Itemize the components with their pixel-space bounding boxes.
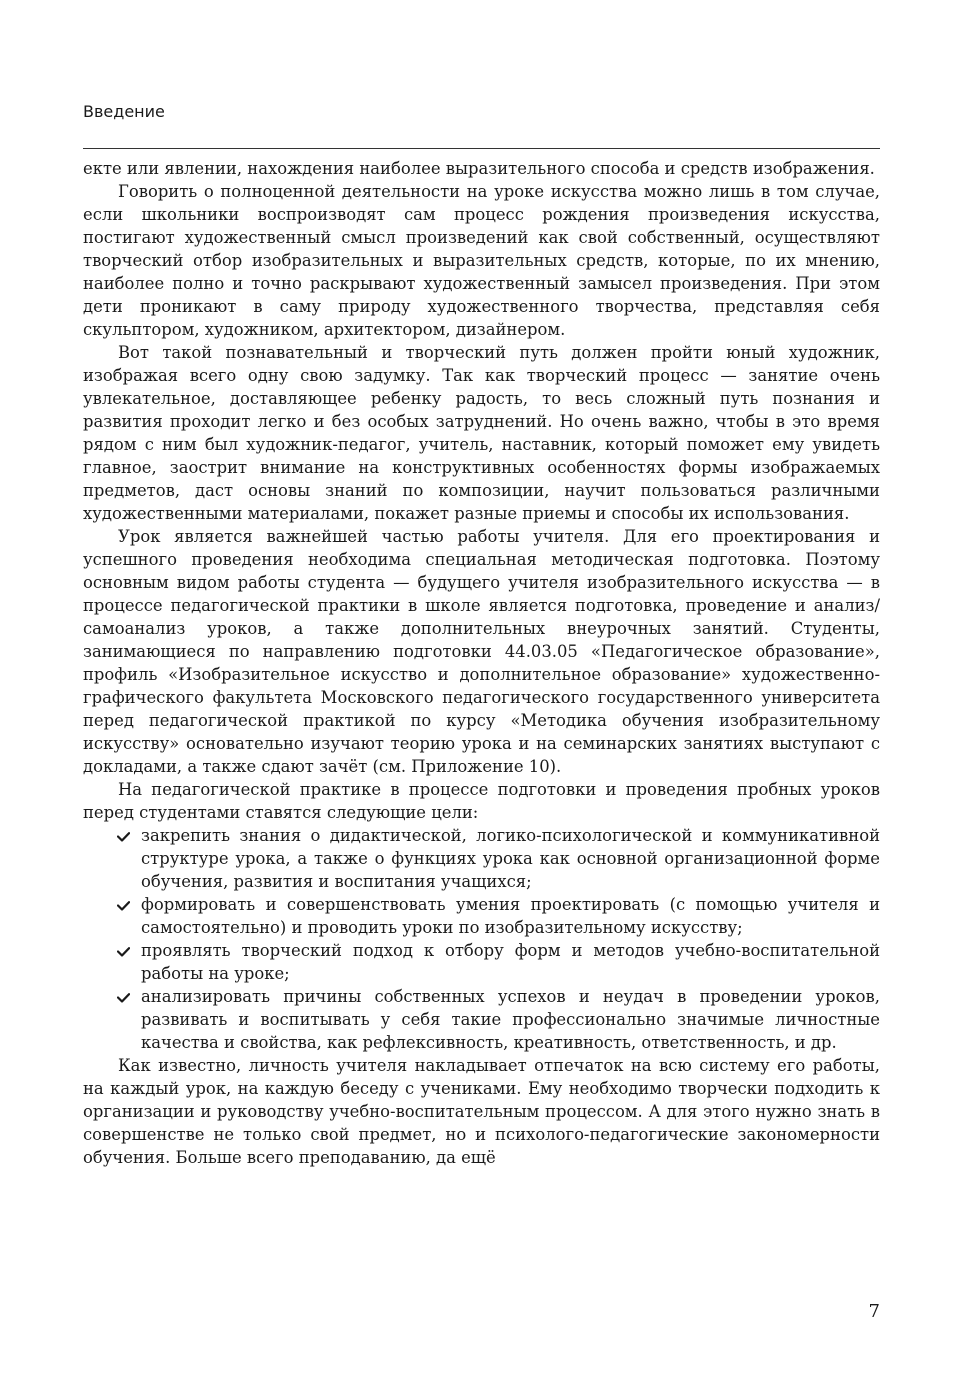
goals-list xyxy=(83,824,880,1054)
goal-item-text: закрепить знания о дидактической, логико-психологической и коммуникативной структуре урока, а также о функциях урока как основной организационной форме обучения, развития и воспитания учащихся; xyxy=(141,826,880,891)
page-body xyxy=(83,157,880,1169)
paragraph: Вот такой познавательный и творческий путь должен пройти юный художник, изображая всего одну свою задумку. Так как творческий процесс — занятие очень увлекательное, доставляющее ребенку радость, то весь сложный путь познания и развития проходит легко и без особых затруднений. Но очень важно, чтобы в это время рядом с ним был художник-педагог, учитель, наставник, который поможет ему увидеть главное, заострит внимание на конструктивных особенностях формы изображаемых предметов, даст основы знаний по композиции, научит пользоваться различными художественными материалами, покажет разные приемы и способы их использования. xyxy=(83,343,880,523)
paragraph: Говорить о полноценной деятельности на уроке искусства можно лишь в том случае, если школьники воспроизводят сам процесс рождения произведения искусства, постигают художественный смысл произведений как свой собственный, осуществляют творческий отбор изобразительных и выразительных средств, которые, по их мнению, наиболее полно и точно раскрывают художественный замысел произведения. При этом дети проникают в саму природу художественного творчества, представляя себя скульптором, художником, архитектором, дизайнером. xyxy=(83,182,880,339)
goal-item xyxy=(141,985,880,1054)
goal-item xyxy=(141,939,880,985)
checkmark-icon xyxy=(116,893,132,916)
paragraph-continuation: екте или явлении, нахождения наиболее выразительного способа и средств изображения. xyxy=(83,159,875,178)
goal-item-text: формировать и совершенствовать умения проектировать (с помощью учителя и самостоятельно) и проводить уроки по изобразительному искусству; xyxy=(141,895,880,937)
running-head-title: Введение xyxy=(83,102,165,121)
header-rule xyxy=(83,148,880,149)
goal-item-text: анализировать причины собственных успехов и неудач в проведении уроков, развивать и воспитывать у себя такие профессионально значимые личностные качества и свойства, как рефлексивность, креативность, ответственность, и др. xyxy=(141,987,880,1052)
paragraph-goals-intro: На педагогической практике в процессе подготовки и проведения пробных уроков перед студентами ставятся следующие цели: xyxy=(83,780,880,822)
goal-item-text: проявлять творческий подход к отбору форм и методов учебно-воспитательной работы на уроке; xyxy=(141,941,880,983)
page-number: 7 xyxy=(868,1301,880,1322)
paragraph-closing: Как известно, личность учителя накладывает отпечаток на всю систему его работы, на каждый урок, на каждую беседу с учениками. Ему необходимо творчески подходить к организации и руководству учебно-воспитательным процессом. А для этого нужно знать в совершенстве не только свой предмет, но и психолого-педагогические закономерности обучения. Больше всего преподаванию, да ещё xyxy=(83,1056,880,1167)
goal-item xyxy=(141,893,880,939)
checkmark-icon xyxy=(116,939,132,962)
paragraph: Урок является важнейшей частью работы учителя. Для его проектирования и успешного проведения необходима специальная методическая подготовка. Поэтому основным видом работы студента — будущего учителя изобразительного искусства — в процессе педагогической практики в школе является подготовка, проведение и анализ/самоанализ уроков, а также дополнительных внеурочных занятий. Студенты, занимающиеся по направлению подготовки 44.03.05 «Педагогическое образование», профиль «Изобразительное искусство и дополнительное образование» художественно-графического факультета Московского педагогического государственного университета перед педагогической практикой по курсу «Методика обучения изобразительному искусству» основательно изучают теорию урока и на семинарских занятиях выступают с докладами, а также сдают зачёт (см. Приложение 10). xyxy=(83,527,880,776)
checkmark-icon xyxy=(116,824,132,847)
goal-item xyxy=(141,824,880,893)
checkmark-icon xyxy=(116,985,132,1008)
